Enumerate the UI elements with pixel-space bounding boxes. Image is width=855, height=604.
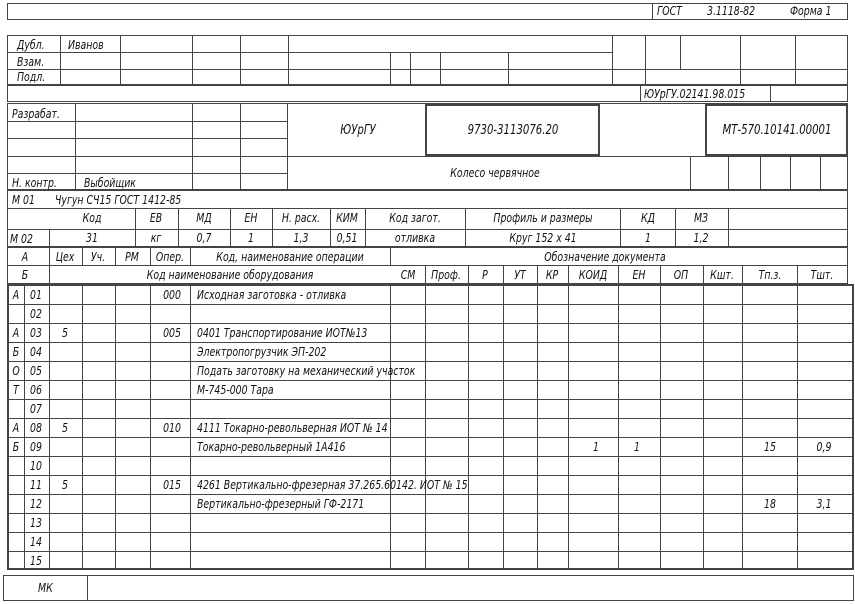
org-name: ЮУрГУ xyxy=(340,123,376,138)
row-tpz: 15 xyxy=(764,440,776,454)
material-row-label: М 01 xyxy=(12,193,35,207)
material-name: Чугун СЧ15 ГОСТ 1412-85 xyxy=(55,193,182,207)
row-number: 03 xyxy=(30,326,42,340)
row-tseh: 5 xyxy=(62,421,68,435)
mat-val-kodzag: отливка xyxy=(394,231,436,245)
row-oper: 015 xyxy=(163,478,181,492)
mat-val-kim: 0,51 xyxy=(336,231,358,245)
row-tpz: 18 xyxy=(764,497,776,511)
row-letter: А xyxy=(12,421,20,435)
form-label: Форма 1 xyxy=(790,4,832,18)
part-name: Колесо червячное xyxy=(450,166,540,180)
ops-head-en: ЕН xyxy=(632,268,646,282)
vzam-label: Взам. xyxy=(17,55,45,69)
row-text: Подать заготовку на механический участок xyxy=(197,364,416,378)
row-tseh: 5 xyxy=(62,326,68,340)
mat-head-en: ЕН xyxy=(244,211,258,225)
ops-head-rm: РМ xyxy=(125,250,139,264)
ops-head-op: ОП xyxy=(673,268,689,282)
ops-head-koid: КОИД xyxy=(578,268,608,282)
row-number: 11 xyxy=(30,478,42,492)
row-letter: А xyxy=(12,288,20,302)
podl-label: Подл. xyxy=(17,70,46,84)
row-tsht: 3,1 xyxy=(816,497,832,511)
doc-number: МТ-570.10141.00001 xyxy=(722,123,832,138)
mat-head-kim: КИМ xyxy=(336,211,358,225)
row-number: 04 xyxy=(30,345,42,359)
ops-head-kod-oper: Код, наименование операции xyxy=(216,250,364,264)
mat-val-kd: 1 xyxy=(645,231,651,245)
mat-head-mz: МЗ xyxy=(693,211,709,225)
row-number: 01 xyxy=(30,288,42,302)
row-text: 4261 Вертикально-фрезерная 37.265.60142. ИОТ № 15 xyxy=(197,478,468,492)
ops-head-r: Р xyxy=(482,268,488,282)
row-text: 0401 Транспортирование ИОТ№13 xyxy=(197,326,368,340)
row-number: 12 xyxy=(30,497,42,511)
mat-val-nrash: 1,3 xyxy=(293,231,309,245)
row-number: 07 xyxy=(30,402,42,416)
row-en: 1 xyxy=(634,440,640,454)
mat-head-kd: КД xyxy=(641,211,655,225)
footer-band xyxy=(3,575,854,601)
row-number: 10 xyxy=(30,459,42,473)
mat-val-ev: кг xyxy=(150,231,162,245)
row-letter: Т xyxy=(13,383,19,397)
ops-head-ut: УТ xyxy=(514,268,526,282)
mat-val-md: 0,7 xyxy=(196,231,212,245)
row-letter: А xyxy=(12,326,20,340)
row-number: 05 xyxy=(30,364,42,378)
ops-head-kod-oborud: Код наименование оборудования xyxy=(146,268,314,282)
mat-head-nrash: Н. расх. xyxy=(281,211,321,225)
nkontr-label: Н. контр. xyxy=(12,176,57,190)
nkontr-value: Выбойщик xyxy=(84,176,136,190)
row-number: 14 xyxy=(30,535,42,549)
row-oper: 005 xyxy=(163,326,181,340)
mat-head-profile: Профиль и размеры xyxy=(493,211,593,225)
row-text: Электропогрузчик ЭП-202 xyxy=(197,345,327,359)
ops-head-uch: Уч. xyxy=(90,250,106,264)
dubl-value: Иванов xyxy=(68,38,104,52)
dubl-label: Дубл. xyxy=(17,38,45,52)
row-number: 15 xyxy=(30,554,42,568)
mat-head-kodzag: Код загот. xyxy=(389,211,441,225)
gost-number: 3.1118-82 xyxy=(707,4,756,18)
stamp-top xyxy=(7,35,848,85)
ops-head-oper: Опер. xyxy=(155,250,185,264)
row-letter: О xyxy=(12,364,20,378)
row-text: 4111 Токарно-револьверная ИОТ № 14 xyxy=(197,421,388,435)
row-tsht: 0,9 xyxy=(816,440,832,454)
mat-head-kod: Код xyxy=(82,211,102,225)
row-text: Исходная заготовка - отливка xyxy=(197,288,347,302)
ops-head-tseh: Цех xyxy=(55,250,75,264)
part-number: 9730-3113076.20 xyxy=(467,123,559,138)
mk-label: МК xyxy=(38,581,53,595)
row-letter: Б xyxy=(12,345,20,359)
ops-head-prof: Проф. xyxy=(431,268,461,282)
row-text: Вертикально-фрезерный ГФ-2171 xyxy=(197,497,365,511)
ops-head-a: А xyxy=(21,250,29,264)
row-number: 08 xyxy=(30,421,42,435)
doc-code: ЮУрГУ.02141.98.015 xyxy=(644,87,746,101)
mat-head-ev: ЕВ xyxy=(149,211,163,225)
ops-head-tpz: Тп.з. xyxy=(758,268,782,282)
ops-head-b: Б xyxy=(21,268,29,282)
row-koid: 1 xyxy=(593,440,599,454)
mat-val-mz: 1,2 xyxy=(693,231,709,245)
row-tseh: 5 xyxy=(62,478,68,492)
row-text: Токарно-револьверный 1А416 xyxy=(197,440,346,454)
row-number: 09 xyxy=(30,440,42,454)
razrab-label: Разрабат. xyxy=(12,107,60,121)
row-text: М-745-000 Тара xyxy=(197,383,274,397)
ops-head-oboz-doc: Обозначение документа xyxy=(544,250,666,264)
ops-head-sm: СМ xyxy=(400,268,416,282)
row-oper: 000 xyxy=(163,288,181,302)
mat-head-md: МД xyxy=(196,211,212,225)
ops-head-kr: КР xyxy=(545,268,559,282)
row-letter: Б xyxy=(12,440,20,454)
mat-val-kod: 31 xyxy=(86,231,98,245)
gost-label: ГОСТ xyxy=(657,4,682,18)
row-number: 06 xyxy=(30,383,42,397)
row-number: 13 xyxy=(30,516,42,530)
row-oper: 010 xyxy=(163,421,181,435)
ops-body xyxy=(7,284,854,570)
ops-head-tsht: Тшт. xyxy=(810,268,834,282)
ops-head-ksht: Кшт. xyxy=(710,268,734,282)
mat-val-en: 1 xyxy=(248,231,254,245)
mat-val-profile: Круг 152 х 41 xyxy=(509,231,577,245)
material-row2-label: М 02 xyxy=(10,232,33,246)
row-number: 02 xyxy=(30,307,42,321)
